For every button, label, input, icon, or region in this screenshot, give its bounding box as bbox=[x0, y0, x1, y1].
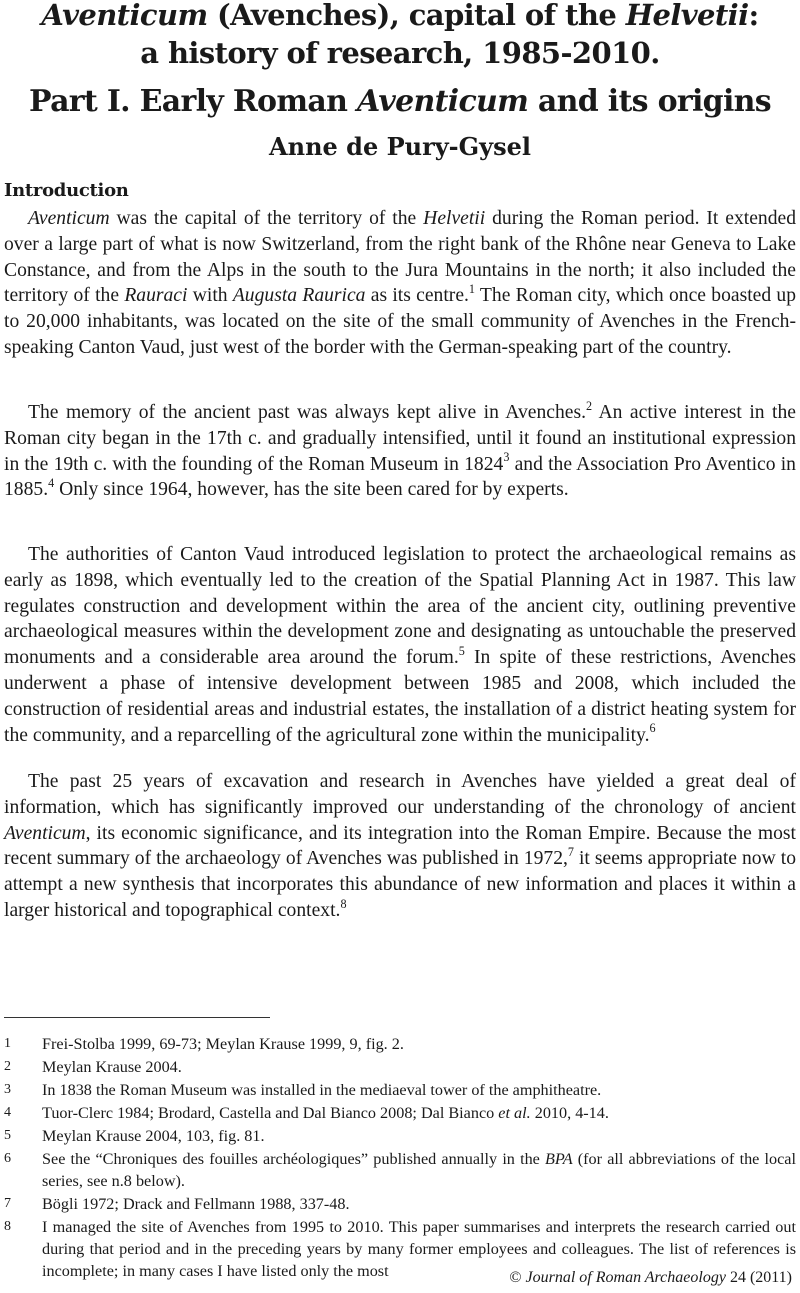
title-italic-helvetii: Helvetii bbox=[625, 0, 749, 32]
title-text: (Avenches), capital of the bbox=[207, 0, 626, 32]
footnote-text: Meylan Krause 2004. bbox=[42, 1058, 182, 1076]
footnote-text bbox=[42, 1102, 796, 1124]
footnote-ref-4[interactable]: 4 bbox=[48, 476, 55, 491]
text-run: it seems appropriate now to attempt a new synthesis that incorporates this abundance of new information and places it within a larger historical and topographical context. bbox=[4, 848, 796, 921]
copyright-symbol: © bbox=[509, 1269, 526, 1286]
text-run: See the “Chroniques des fouilles archéologiques” published annually in the bbox=[42, 1150, 546, 1168]
title-line-2: a history of research, 1985-2010. bbox=[140, 36, 660, 70]
footnote-number: 6 bbox=[4, 1151, 11, 1166]
section-heading: Introduction bbox=[4, 180, 129, 201]
text-run: Only since 1964, however, has the site been cared for by experts. bbox=[54, 479, 569, 501]
footnote-text: In 1838 the Roman Museum was installed in the mediaeval tower of the amphitheatre. bbox=[42, 1081, 602, 1099]
footnote-number: 8 bbox=[4, 1219, 11, 1234]
footnote-number: 4 bbox=[4, 1105, 11, 1120]
italic-term: BPA bbox=[545, 1150, 573, 1168]
footnote-number: 7 bbox=[4, 1196, 11, 1211]
title-line-1 bbox=[0, 0, 800, 34]
paragraph-2 bbox=[4, 400, 796, 503]
journal-citation bbox=[509, 1268, 792, 1288]
footnote-ref-2[interactable]: 2 bbox=[586, 398, 593, 413]
text-run: , its economic significance, and its integration into the Roman Empire. Because the most recent summary of the archaeology of Avenches was published in 1972, bbox=[4, 822, 796, 870]
footnote-ref-1[interactable]: 1 bbox=[468, 282, 475, 297]
paragraph-1 bbox=[4, 206, 796, 361]
footnote-text: Meylan Krause 2004, 103, fig. 81. bbox=[42, 1127, 265, 1145]
journal-title: Journal of Roman Archaeology bbox=[525, 1269, 726, 1286]
footnote-7 bbox=[4, 1193, 796, 1215]
text-run: The memory of the ancient past was always kept alive in Avenches. bbox=[28, 402, 587, 423]
text-run: In spite of these restrictions, Avenches underwent a phase of intensive development between 1985 and 2008, which included the construction of residential areas and industrial estates, the installation of a district heating system for the community, and a reparcelling of the agricultural zone within the municipality. bbox=[4, 647, 796, 746]
footnote-ref-8[interactable]: 8 bbox=[340, 896, 347, 911]
footnote-ref-5[interactable]: 5 bbox=[458, 644, 465, 659]
title-colon: : bbox=[748, 0, 759, 32]
text-run: with bbox=[187, 285, 233, 307]
footnote-4 bbox=[4, 1102, 796, 1124]
footnote-6 bbox=[4, 1148, 796, 1192]
footnote-2 bbox=[4, 1056, 796, 1078]
text-run: as its centre. bbox=[365, 285, 469, 307]
footnote-ref-6[interactable]: 6 bbox=[649, 721, 656, 736]
title-line-3 bbox=[0, 82, 800, 122]
text-run: Tuor-Clerc 1984; Brodard, Castella and Dal Bianco 2008; Dal Bianco bbox=[42, 1104, 499, 1122]
text-run: The past 25 years of excavation and research in Avenches have yielded a great deal of information, which has significantly improved our understanding of the chronology of ancient bbox=[4, 771, 796, 818]
footnote-ref-3[interactable]: 3 bbox=[503, 450, 510, 465]
paragraph-3 bbox=[4, 542, 796, 748]
text-run: (for all abbreviations of the local series, see n.8 below). bbox=[42, 1150, 796, 1190]
footnote-text bbox=[42, 1148, 796, 1192]
italic-term: Helvetii bbox=[423, 208, 486, 229]
footnote-ref-7[interactable]: 7 bbox=[567, 845, 574, 860]
footnote-5 bbox=[4, 1125, 796, 1147]
footnote-text: I managed the site of Avenches from 1995 to 2010. This paper summarises and interprets the research carried out during that period and in the preceding years by many former employees and colleagues. The list of references is incomplete; in many cases I have listed only the most bbox=[42, 1218, 796, 1280]
author-name: Anne de Pury-Gysel bbox=[269, 132, 531, 161]
text-run: An active interest in the Roman city began in the 17th c. and gradually intensified, until it found an institutional expression in the 19th c. with the founding of the Roman Museum in 1824 bbox=[4, 402, 796, 475]
text-run: The Roman city, which once boasted up to 20,000 inhabitants, was located on the site of the small community of Avenches in the French-speaking Canton Vaud, just west of the border with the German-speaking part of the country. bbox=[4, 285, 797, 358]
title-part-rest: and its origins bbox=[528, 84, 771, 119]
text-run: 2010, 4-14. bbox=[530, 1104, 609, 1122]
text-run: during the Roman period. It extended over a large part of what is now Switzerland, from the right bank of the Rhône near Geneva to Lake Constance, and from the Alps in the south to the Jura Mountains in the north; it also included the territory of the bbox=[4, 208, 796, 307]
footnote-text: Bögli 1972; Drack and Fellmann 1988, 337-48. bbox=[42, 1195, 350, 1213]
paragraph-4 bbox=[4, 769, 796, 924]
footnote-number: 1 bbox=[4, 1036, 11, 1051]
text-run: The authorities of Canton Vaud introduced legislation to protect the archaeological remains as early as 1898, which eventually led to the creation of the Spatial Planning Act in 1987. This law regulates construction and development within the area of the ancient city, outlining preventive archaeological measures within the development zone and designating as untouchable the preserved monuments and a considerable area around the forum. bbox=[4, 544, 796, 669]
journal-volume: 24 (2011) bbox=[725, 1269, 792, 1286]
italic-term: Aventicum bbox=[28, 208, 110, 229]
italic-term: Rauraci bbox=[124, 285, 188, 307]
text-run: and the Association Pro Aventico in 1885. bbox=[4, 453, 796, 501]
footnote-divider bbox=[4, 1017, 270, 1018]
text-run: was the capital of the territory of the bbox=[109, 208, 424, 229]
footnote-number: 2 bbox=[4, 1059, 11, 1074]
italic-term: et al. bbox=[498, 1104, 531, 1122]
footnote-1 bbox=[4, 1033, 796, 1055]
italic-term: Aventicum bbox=[4, 822, 86, 844]
footnote-text: Frei-Stolba 1999, 69-73; Meylan Krause 1999, 9, fig. 2. bbox=[42, 1035, 404, 1053]
footnote-3 bbox=[4, 1079, 796, 1101]
title-part-label: Part I. Early Roman bbox=[29, 84, 357, 119]
footnote-number: 5 bbox=[4, 1128, 11, 1143]
footnote-number: 3 bbox=[4, 1082, 11, 1097]
title-italic-aventicum: Aventicum bbox=[41, 0, 208, 32]
title-italic-aventicum-2: Aventicum bbox=[357, 84, 529, 119]
italic-term: Augusta Raurica bbox=[232, 285, 366, 307]
